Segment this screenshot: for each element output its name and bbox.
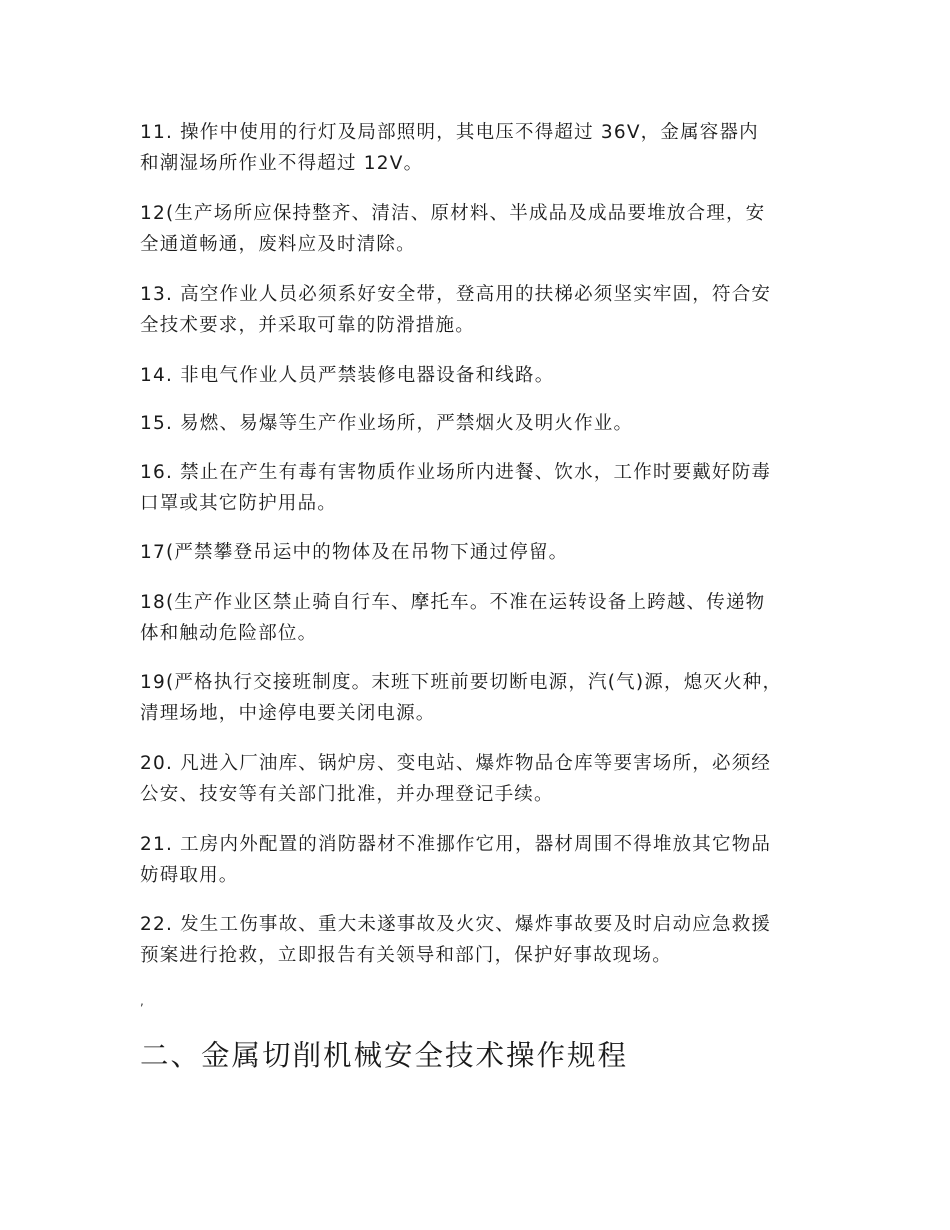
rule-line: 清理场地，中途停电要关闭电源。 <box>140 703 436 724</box>
rule-line: 17(严禁攀登吊运中的物体及在吊物下通过停留。 <box>140 542 569 563</box>
rule-item-11 <box>140 117 820 179</box>
rule-item-13 <box>140 279 820 341</box>
rule-line: 20. 凡进入厂油库、锅炉房、变电站、爆炸物品仓库等要害场所，必须经 <box>140 753 772 774</box>
rule-line: 预案进行抢救，立即报告有关领导和部门，保护好事故现场。 <box>140 945 672 966</box>
rule-line: 18(生产作业区禁止骑自行车、摩托车。不准在运转设备上跨越、传递物 <box>140 592 766 613</box>
rule-item-14 <box>140 360 820 391</box>
rule-item-16 <box>140 457 820 519</box>
rule-line: 19(严格执行交接班制度。末班下班前要切断电源，汽(气)源，熄灭火种， <box>140 672 783 693</box>
section-heading: 二、金属切削机械安全技术操作规程 <box>140 1039 629 1072</box>
rule-line: 22. 发生工伤事故、重大未遂事故及火灾、爆炸事故要及时启动应急救援 <box>140 914 772 935</box>
rule-item-22 <box>140 909 820 971</box>
rule-line: 11. 操作中使用的行灯及局部照明，其电压不得超过 36V，金属容器内 <box>140 122 759 143</box>
rule-line: 全技术要求，并采取可靠的防滑措施。 <box>140 315 475 336</box>
rule-line: 和潮湿场所作业不得超过 12V。 <box>140 153 424 174</box>
rule-item-17 <box>140 537 820 568</box>
rule-line: 12(生产场所应保持整齐、清洁、原材料、半成品及成品要堆放合理，安 <box>140 203 766 224</box>
rule-line: 口罩或其它防护用品。 <box>140 493 338 514</box>
rule-line: 妨碍取用。 <box>140 865 239 886</box>
rule-line: 全通道畅通，废料应及时清除。 <box>140 234 416 255</box>
rule-line: 21. 工房内外配置的消防器材不准挪作它用，器材周围不得堆放其它物品 <box>140 834 772 855</box>
rule-item-21 <box>140 829 820 891</box>
stray-mark: , <box>140 994 144 1008</box>
rule-item-18 <box>140 587 820 649</box>
rule-item-12 <box>140 198 820 260</box>
rule-line: 体和触动危险部位。 <box>140 623 318 644</box>
rule-line: 13. 高空作业人员必须系好安全带，登高用的扶梯必须坚实牢固，符合安 <box>140 284 772 305</box>
rule-line: 16. 禁止在产生有毒有害物质作业场所内进餐、饮水，工作时要戴好防毒 <box>140 462 772 483</box>
rule-line: 15. 易燃、易爆等生产作业场所，严禁烟火及明火作业。 <box>140 413 634 434</box>
rule-item-19 <box>140 667 820 729</box>
rule-item-15 <box>140 408 820 439</box>
rule-line: 公安、技安等有关部门批准，并办理登记手续。 <box>140 784 554 805</box>
rule-line: 14. 非电气作业人员严禁装修电器设备和线路。 <box>140 365 555 386</box>
rule-item-20 <box>140 748 820 810</box>
